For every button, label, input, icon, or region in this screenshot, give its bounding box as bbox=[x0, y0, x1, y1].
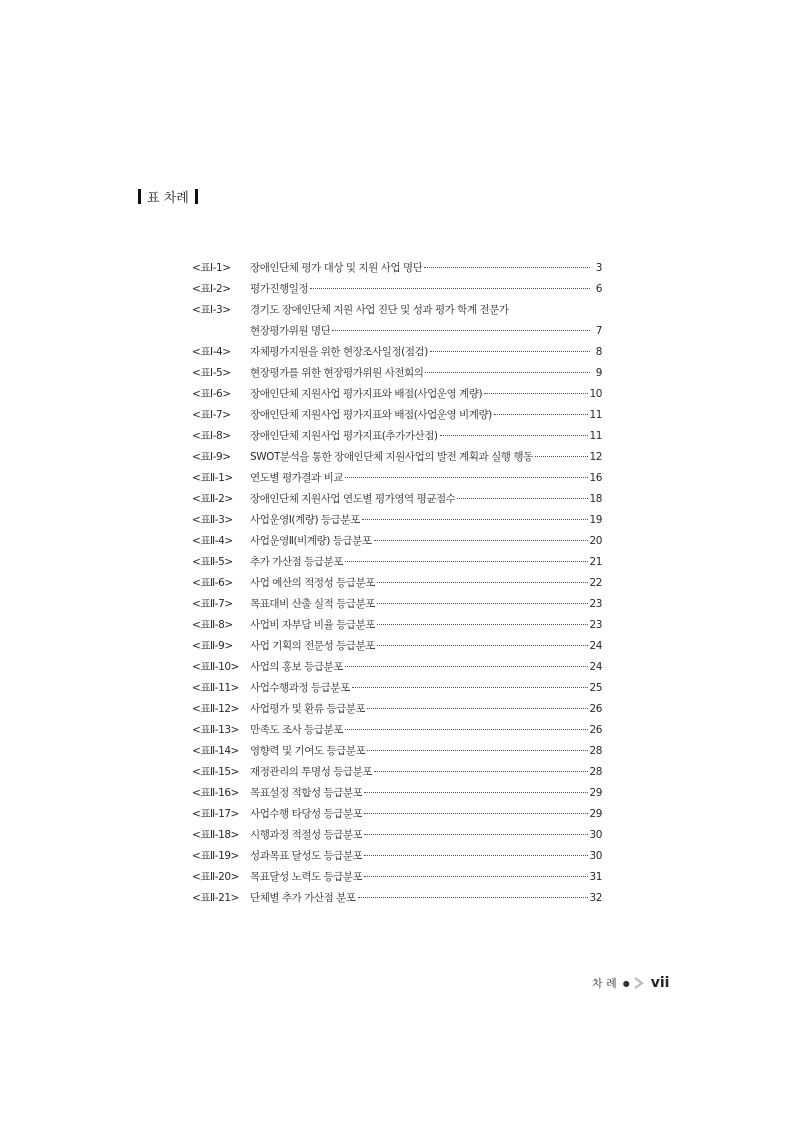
toc-entry-page: 23 bbox=[589, 619, 602, 631]
toc-entry-label: <표Ⅱ-7> bbox=[192, 598, 233, 610]
toc-entry-page: 30 bbox=[589, 829, 602, 841]
toc-entry[interactable] bbox=[192, 804, 602, 825]
toc-entry-leader bbox=[358, 896, 588, 898]
footer-section-label: 차 례 bbox=[592, 977, 617, 990]
toc-entry-title-cont: 현장평가위원 명단 bbox=[250, 325, 331, 337]
toc-entry[interactable] bbox=[192, 489, 602, 510]
toc-entry-title: 사업 기획의 전문성 등급분포 bbox=[250, 640, 375, 652]
toc-entry[interactable] bbox=[192, 741, 602, 762]
toc-entry-leader bbox=[332, 329, 590, 331]
toc-entry-label: <표Ⅱ-15> bbox=[192, 766, 239, 778]
toc-entry-page: 31 bbox=[589, 871, 602, 883]
toc-entry-title: 목표설정 적합성 등급분포 bbox=[250, 787, 363, 799]
toc-entry-title: 사업수행 타당성 등급분포 bbox=[250, 808, 363, 820]
toc-entry-label: <표Ⅱ-10> bbox=[192, 661, 239, 673]
toc-entry-title: 사업운영Ⅰ(계량) 등급분포 bbox=[250, 514, 360, 526]
toc-entry-title: 사업 예산의 적정성 등급분포 bbox=[250, 577, 375, 589]
heading-bar-right bbox=[195, 189, 198, 204]
toc-entry-title: SWOT분석을 통한 장애인단체 지원사업의 발전 계획과 실행 행동 bbox=[250, 451, 533, 463]
toc-entry-title: 장애인단체 평가 대상 및 지원 사업 명단 bbox=[250, 262, 423, 274]
toc-entry-leader bbox=[367, 749, 587, 751]
toc-entry[interactable] bbox=[192, 783, 602, 804]
toc-entry-label: <표Ⅱ-19> bbox=[192, 850, 239, 862]
toc-entry[interactable] bbox=[192, 384, 602, 405]
toc-entry-title: 자체평가지원을 위한 현장조사일정(점검) bbox=[250, 346, 428, 358]
toc-entry-page: 3 bbox=[595, 262, 602, 274]
toc-entry-page: 10 bbox=[589, 388, 602, 400]
toc-entry-leader bbox=[484, 392, 587, 394]
toc-entry-leader bbox=[367, 707, 587, 709]
toc-entry-title: 목표달성 노력도 등급분포 bbox=[250, 871, 363, 883]
footer-dot-icon: ● bbox=[622, 978, 630, 988]
toc-entry[interactable] bbox=[192, 846, 602, 867]
toc-entry-leader bbox=[364, 875, 587, 877]
toc-entry-leader bbox=[377, 623, 588, 625]
toc-entry-leader bbox=[362, 518, 588, 520]
toc-entry-label: <표Ⅱ-13> bbox=[192, 724, 239, 736]
toc-entry-label: <표Ⅱ-1> bbox=[192, 472, 233, 484]
toc-entry-page: 28 bbox=[589, 745, 602, 757]
heading-bar-left bbox=[138, 189, 141, 204]
toc-entry-label: <표Ⅰ-7> bbox=[192, 409, 231, 421]
toc-entry-label: <표Ⅰ-2> bbox=[192, 283, 231, 295]
toc-entry-page: 6 bbox=[595, 283, 602, 295]
toc-entry-page: 24 bbox=[589, 661, 602, 673]
toc-entry-leader bbox=[310, 287, 590, 289]
toc-entry-leader bbox=[364, 791, 587, 793]
toc-entry-leader bbox=[374, 770, 587, 772]
toc-entry-leader bbox=[364, 833, 587, 835]
section-heading bbox=[138, 187, 198, 206]
toc-entry-label: <표Ⅱ-20> bbox=[192, 871, 239, 883]
toc-entry-page: 23 bbox=[589, 598, 602, 610]
toc-entry-label: <표Ⅱ-4> bbox=[192, 535, 233, 547]
toc-entry-label: <표Ⅱ-21> bbox=[192, 892, 239, 904]
toc-entry-page: 29 bbox=[589, 787, 602, 799]
toc-entry-title: 장애인단체 지원사업 연도별 평가영역 평균점수 bbox=[250, 493, 456, 505]
toc-entry-label: <표Ⅰ-9> bbox=[192, 451, 231, 463]
toc-entry-title: 사업평가 및 환류 등급분포 bbox=[250, 703, 366, 715]
toc-entry-leader bbox=[377, 644, 588, 646]
toc-entry-title: 경기도 장애인단체 지원 사업 진단 및 성과 평가 학계 전문가 bbox=[250, 304, 509, 316]
toc-entry-title: 영향력 및 기여도 등급분포 bbox=[250, 745, 366, 757]
toc-entry[interactable] bbox=[192, 447, 602, 468]
toc-entry-leader bbox=[440, 434, 588, 436]
toc-entry-page: 26 bbox=[589, 703, 602, 715]
toc-entry-leader bbox=[345, 476, 588, 478]
toc-entry-title: 단체별 추가 가산점 분포 bbox=[250, 892, 356, 904]
toc-entry-leader bbox=[352, 686, 588, 688]
toc-entry[interactable] bbox=[192, 867, 602, 888]
toc-entry-leader bbox=[364, 812, 587, 814]
toc-entry-label: <표Ⅰ-6> bbox=[192, 388, 231, 400]
toc-entry[interactable] bbox=[192, 510, 602, 531]
toc-entry[interactable] bbox=[192, 258, 602, 279]
toc-entry-page: 26 bbox=[589, 724, 602, 736]
toc-entry[interactable] bbox=[192, 762, 602, 783]
toc-entry-title: 재정관리의 투명성 등급분포 bbox=[250, 766, 373, 778]
toc-entry-title: 현장평가를 위한 현장평가위원 사전회의 bbox=[250, 367, 424, 379]
toc-entry-page: 19 bbox=[589, 514, 602, 526]
toc-entry-title: 목표대비 산출 실적 등급분포 bbox=[250, 598, 375, 610]
toc-entry-label: <표Ⅱ-17> bbox=[192, 808, 239, 820]
toc-entry-title: 평가진행일정 bbox=[250, 283, 309, 295]
toc-entry[interactable] bbox=[192, 825, 602, 846]
toc-entry[interactable] bbox=[192, 678, 602, 699]
toc-entry-leader bbox=[345, 665, 588, 667]
toc-entry-page: 11 bbox=[589, 409, 602, 421]
toc-entry-title: 추가 가산점 등급분포 bbox=[250, 556, 344, 568]
toc-entry-leader bbox=[494, 413, 588, 415]
toc-entry-page: 11 bbox=[589, 430, 602, 442]
toc-entry-leader bbox=[364, 854, 587, 856]
toc-entry-label: <표Ⅱ-2> bbox=[192, 493, 233, 505]
toc-entry[interactable] bbox=[192, 300, 602, 342]
toc-entry[interactable] bbox=[192, 594, 602, 615]
toc-entry-page: 21 bbox=[589, 556, 602, 568]
toc-entry-leader bbox=[424, 266, 590, 268]
toc-entry-page: 16 bbox=[589, 472, 602, 484]
toc-entry-page: 9 bbox=[595, 367, 602, 379]
toc-entry-leader bbox=[345, 560, 588, 562]
toc-entry-page: 8 bbox=[595, 346, 602, 358]
toc-entry[interactable] bbox=[192, 657, 602, 678]
toc-entry-page: 24 bbox=[589, 640, 602, 652]
toc-entry-title: 사업수행과정 등급분포 bbox=[250, 682, 350, 694]
toc-entry-label: <표Ⅱ-16> bbox=[192, 787, 239, 799]
toc-entry-leader bbox=[430, 350, 590, 352]
toc-entry-title: 연도별 평가결과 비교 bbox=[250, 472, 344, 484]
toc-entry-page: 29 bbox=[589, 808, 602, 820]
toc-entry[interactable] bbox=[192, 468, 602, 489]
toc-entry-label: <표Ⅰ-3> bbox=[192, 304, 231, 316]
toc-entry[interactable] bbox=[192, 342, 602, 363]
toc-entry[interactable] bbox=[192, 279, 602, 300]
toc-entry-label: <표Ⅰ-5> bbox=[192, 367, 231, 379]
toc-entry-page: 25 bbox=[589, 682, 602, 694]
toc-entry-page: 18 bbox=[589, 493, 602, 505]
toc-entry-title: 시행과정 적절성 등급분포 bbox=[250, 829, 363, 841]
toc-entry-page: 30 bbox=[589, 850, 602, 862]
toc-entry[interactable] bbox=[192, 615, 602, 636]
page-number: vii bbox=[650, 975, 670, 991]
toc-entry[interactable] bbox=[192, 405, 602, 426]
toc-entry-label: <표Ⅱ-3> bbox=[192, 514, 233, 526]
page-footer bbox=[592, 975, 669, 991]
toc-entry-label: <표Ⅱ-11> bbox=[192, 682, 239, 694]
toc-entry[interactable] bbox=[192, 573, 602, 594]
table-of-tables bbox=[192, 258, 602, 909]
toc-entry-label: <표Ⅱ-18> bbox=[192, 829, 239, 841]
toc-entry-leader bbox=[377, 602, 588, 604]
toc-entry[interactable] bbox=[192, 888, 602, 909]
toc-entry-title: 장애인단체 지원사업 평가지표(추가가산점) bbox=[250, 430, 438, 442]
toc-entry[interactable] bbox=[192, 699, 602, 720]
toc-entry[interactable] bbox=[192, 552, 602, 573]
toc-entry-label: <표Ⅱ-12> bbox=[192, 703, 239, 715]
toc-entry-label: <표Ⅱ-9> bbox=[192, 640, 233, 652]
toc-entry[interactable] bbox=[192, 636, 602, 657]
toc-entry-title: 사업운영Ⅱ(비계량) 등급분포 bbox=[250, 535, 372, 547]
toc-entry-page: 20 bbox=[589, 535, 602, 547]
toc-entry-title: 만족도 조사 등급분포 bbox=[250, 724, 344, 736]
toc-entry-title: 장애인단체 지원사업 평가지표와 배점(사업운영 비계량) bbox=[250, 409, 492, 421]
toc-entry-label: <표Ⅰ-1> bbox=[192, 262, 231, 274]
toc-entry-label: <표Ⅱ-14> bbox=[192, 745, 239, 757]
toc-entry-page: 7 bbox=[595, 325, 602, 337]
toc-entry-label: <표Ⅰ-4> bbox=[192, 346, 231, 358]
toc-entry-label: <표Ⅱ-6> bbox=[192, 577, 233, 589]
toc-entry-label: <표Ⅱ-5> bbox=[192, 556, 233, 568]
footer-chevron-icon bbox=[634, 977, 644, 989]
toc-entry[interactable] bbox=[192, 363, 602, 384]
toc-entry-page: 22 bbox=[589, 577, 602, 589]
toc-entry-title: 사업비 자부담 비율 등급분포 bbox=[250, 619, 375, 631]
toc-entry-page: 12 bbox=[589, 451, 602, 463]
toc-entry-leader bbox=[374, 539, 588, 541]
toc-entry-page: 32 bbox=[589, 892, 602, 904]
toc-entry-leader bbox=[425, 371, 590, 373]
toc-entry-label: <표Ⅰ-8> bbox=[192, 430, 231, 442]
toc-entry-page: 28 bbox=[589, 766, 602, 778]
toc-entry-leader bbox=[377, 581, 588, 583]
heading-title: 표 차례 bbox=[147, 191, 189, 206]
toc-entry-title: 사업의 홍보 등급분포 bbox=[250, 661, 344, 673]
toc-entry-title: 장애인단체 지원사업 평가지표와 배점(사업운영 계량) bbox=[250, 388, 483, 400]
toc-entry-label: <표Ⅱ-8> bbox=[192, 619, 233, 631]
toc-entry-leader bbox=[345, 728, 588, 730]
toc-entry-leader bbox=[457, 497, 587, 499]
toc-entry-leader bbox=[535, 455, 588, 457]
toc-entry[interactable] bbox=[192, 720, 602, 741]
toc-entry[interactable] bbox=[192, 426, 602, 447]
toc-entry-title: 성과목표 달성도 등급분포 bbox=[250, 850, 363, 862]
toc-entry[interactable] bbox=[192, 531, 602, 552]
